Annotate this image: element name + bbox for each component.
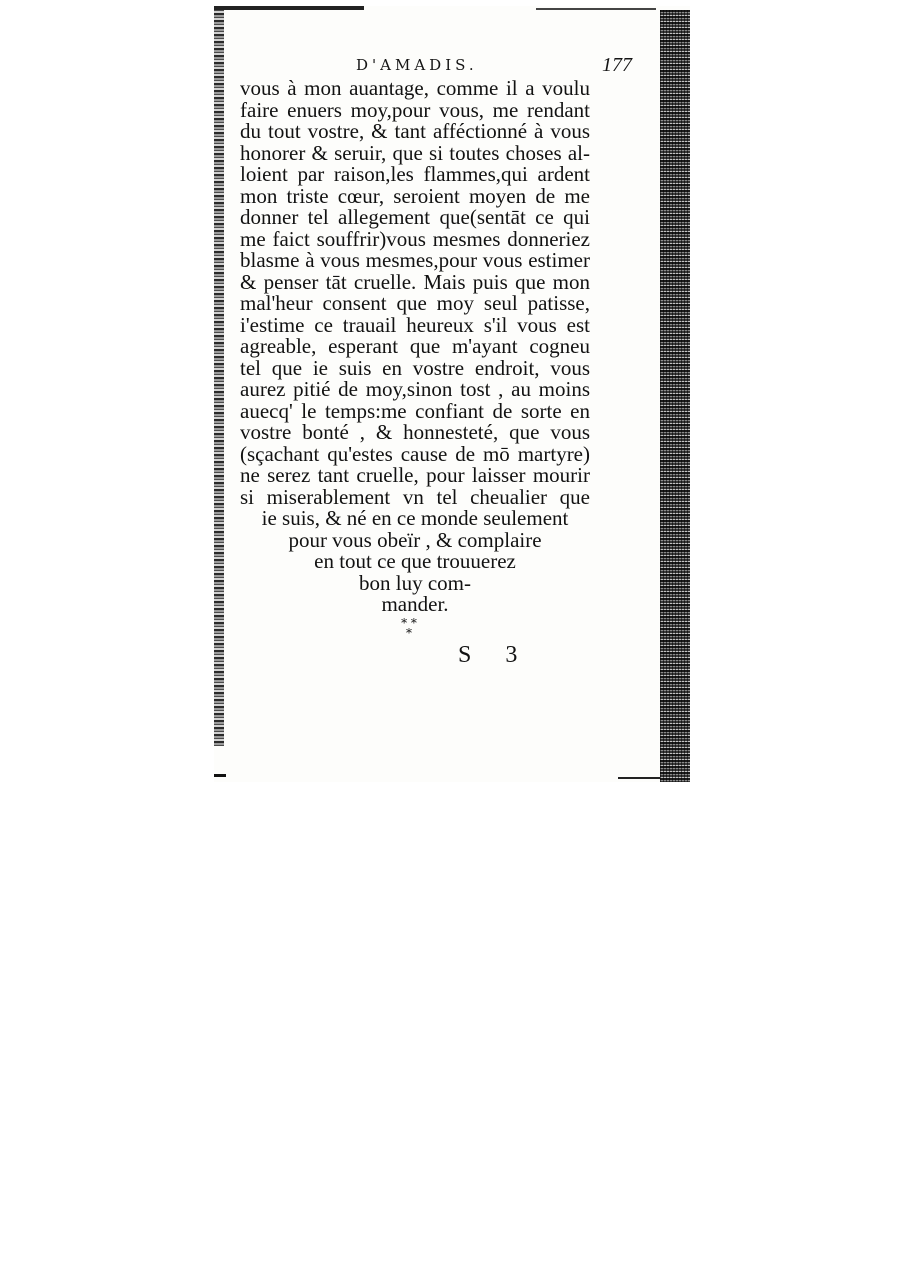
ornament-asterisks: * * * <box>401 616 417 640</box>
text-line: pour vous obeïr , & complaire <box>288 527 542 552</box>
text-line: & penser tāt cruelle. Mais puis que mon <box>240 269 590 294</box>
running-head: D'AMADIS. <box>356 56 478 74</box>
left-page-edge <box>214 6 224 746</box>
text-line: honorer & seruir, que si toutes choses al- <box>240 140 590 165</box>
text-line: aurez pitié de moy,sinon tost , au moins <box>240 377 590 401</box>
text-line: loient par raison,les flammes,qui ardent <box>240 162 590 186</box>
text-line: vostre bonté , & honnesteté, que vous <box>240 420 590 444</box>
text-line: ie suis, & né en ce monde seulement <box>261 506 569 530</box>
text-line: faire enuers moy,pour vous, me rendant <box>240 97 590 122</box>
signature-mark: S 3 <box>458 642 532 668</box>
text-line: si miserablement vn tel cheualier que <box>240 484 590 509</box>
text-line: mal'heur consent que moy seul patisse, <box>240 291 590 315</box>
top-rule-right <box>536 8 656 10</box>
text-line: auecq' le temps:me confiant de sorte en <box>240 398 590 423</box>
text-line: en tout ce que trouuerez <box>314 549 516 573</box>
text-line: i'estime ce trauail heureux s'il vous est <box>240 312 590 337</box>
text-line: vous à mon auantage, comme il a voulu <box>240 76 590 100</box>
text-line: ne serez tant cruelle, pour laisser mourir <box>240 463 590 487</box>
text-line: tel que ie suis en vostre endroit, vous <box>240 355 590 380</box>
text-line: blasme à vous mesmes,pour vous estimer <box>240 248 590 272</box>
top-rule <box>214 6 364 10</box>
bottom-mark <box>214 774 226 777</box>
body-text <box>240 78 590 616</box>
text-line: me faict souffrir)vous mesmes donneriez <box>240 226 590 251</box>
text-line: agreable, esperant que m'ayant cogneu <box>240 334 590 358</box>
text-line: mander. <box>381 592 449 616</box>
text-line: mon triste cœur, seroient moyen de me <box>240 183 590 208</box>
bottom-line <box>618 777 660 779</box>
text-line: du tout vostre, & tant afféctionné à vous <box>240 119 590 143</box>
book-page <box>214 6 690 782</box>
page-number: 177 <box>602 54 632 76</box>
text-line: bon luy com- <box>359 570 471 595</box>
right-page-edge <box>660 10 690 782</box>
text-line: donner tel allegement que(sentāt ce qui <box>240 205 590 229</box>
text-line: (sçachant qu'estes cause de mō martyre) <box>240 441 590 466</box>
